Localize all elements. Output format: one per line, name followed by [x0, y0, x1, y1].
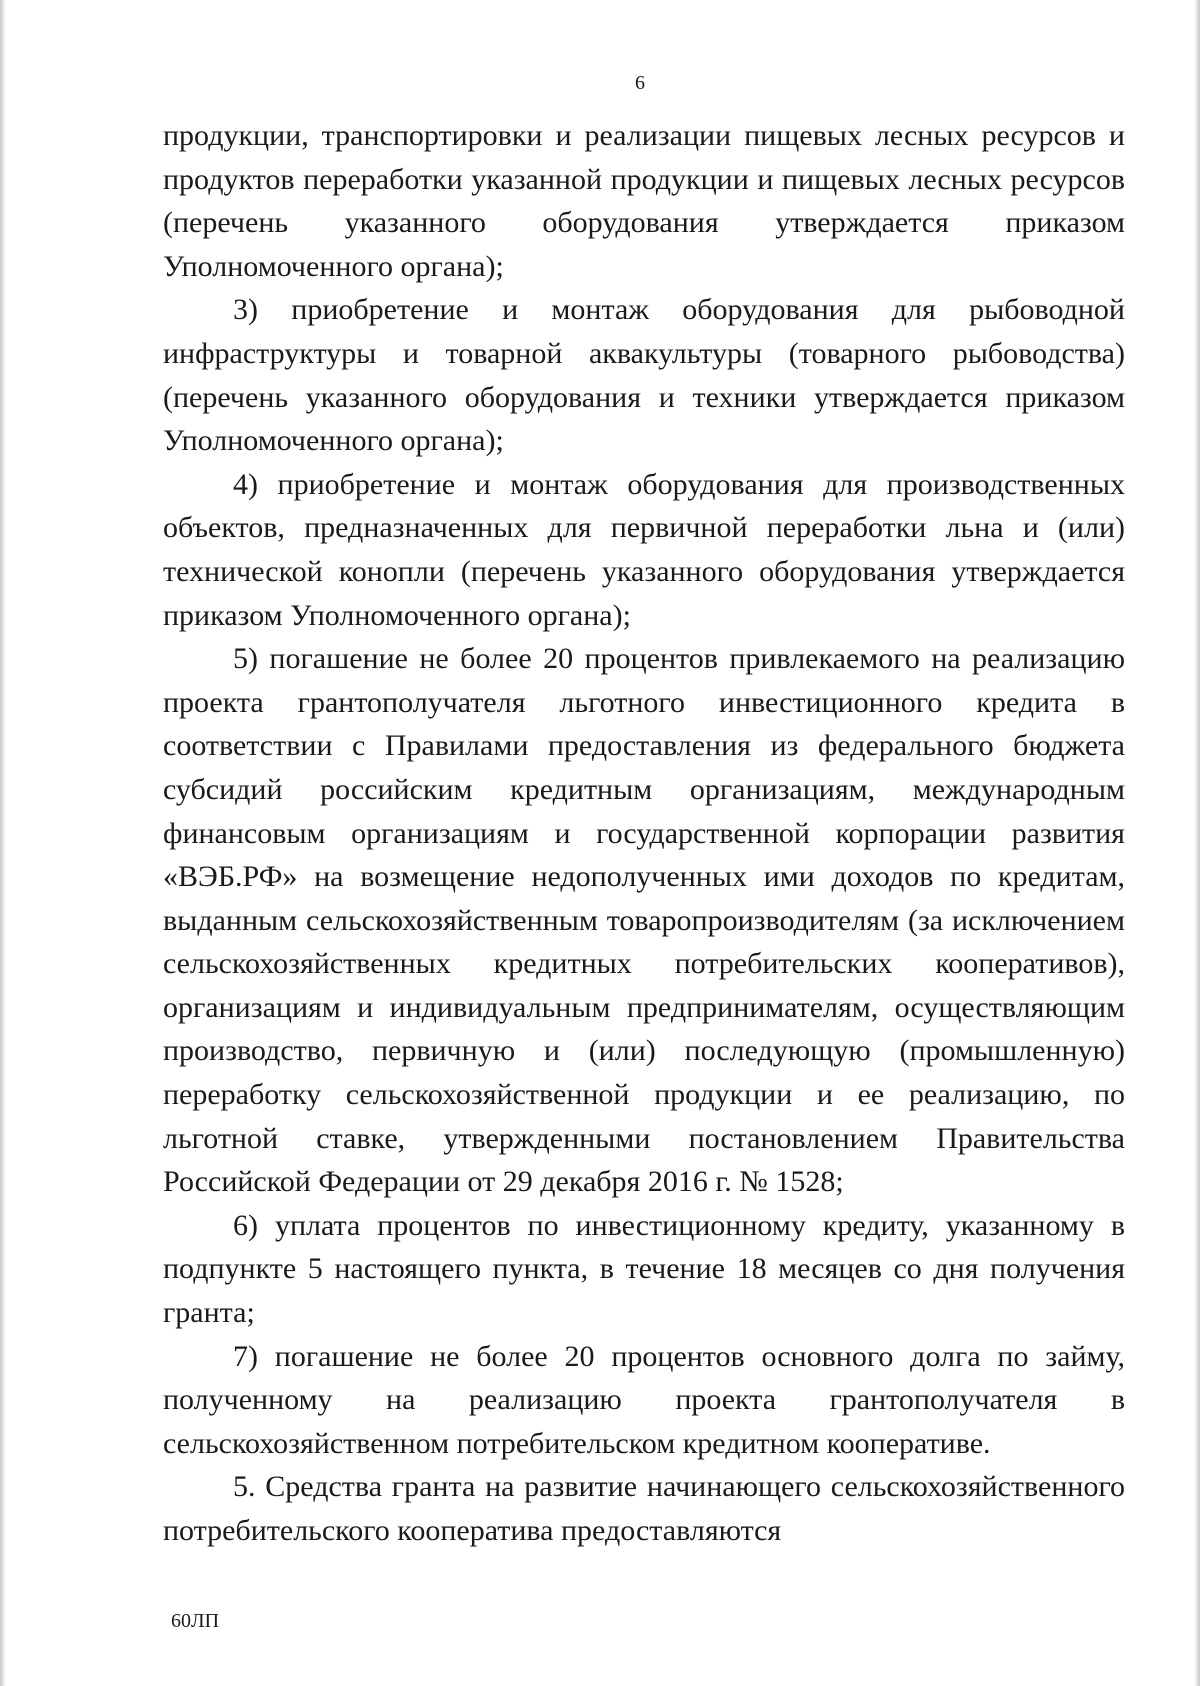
- page-number: 6: [635, 72, 645, 94]
- paragraph-clause-5: 5. Средства гранта на развитие начинающего сельскохозяйственного потребительского кооператива предоставляются: [163, 1470, 1125, 1547]
- document-code: 60ЛП: [171, 1610, 220, 1632]
- paragraph-continuation: продукции, транспортировки и реализации пищевых лесных ресурсов и продуктов переработки указанной продукции и пищевых лесных ресурсов (перечень указанного оборудования утверждается приказом Уполномоченного органа);: [163, 119, 1125, 283]
- paragraph-item-4: 4) приобретение и монтаж оборудования для производственных объектов, предназначенных для первичной переработки льна и (или) технической конопли (перечень указанного оборудования утверждается приказом Уполномоченного органа);: [163, 467, 1125, 632]
- paragraph-item-7: 7) погашение не более 20 процентов основного долга по займу, полученному на реализацию проекта грантополучателя в сельскохозяйственном потребительском кредитном кооперативе.: [163, 1339, 1125, 1460]
- paragraph-item-6: 6) уплата процентов по инвестиционному кредиту, указанному в подпункте 5 настоящего пункта, в течение 18 месяцев со дня получения гранта;: [163, 1208, 1125, 1330]
- paragraph-item-3: 3) приобретение и монтаж оборудования для рыбоводной инфраструктуры и товарной аквакультуры (товарного рыбоводства) (перечень указанного оборудования и техники утверждается приказом Уполномоченного органа);: [163, 293, 1125, 458]
- scan-edge-left: [0, 0, 6, 1686]
- scan-edge-right: [1194, 0, 1200, 1686]
- paragraph-item-5: 5) погашение не более 20 процентов привлекаемого на реализацию проекта грантополучателя льготного инвестиционного кредита в соответствии с Правилами предоставления из федерального бюджета субсидий российским кредитным организациям, международным финансовым организациям и государственной корпорации развития «ВЭБ.РФ» на возмещение недополученных ими доходов по кредитам, выданным сельскохозяйственным товаропроизводителям (за исключением сельскохозяйственных кредитных потребительских кооперативов), организациям и индивидуальным предпринимателям, осуществляющим производство, первичную и (или) последующую (промышленную) переработку сельскохозяйственной продукции и ее реализацию, по льготной ставке, утвержденными постановлением Правительства Российской Федерации от 29 декабря 2016 г. № 1528;: [163, 642, 1125, 1199]
- document-body: [163, 114, 1125, 1553]
